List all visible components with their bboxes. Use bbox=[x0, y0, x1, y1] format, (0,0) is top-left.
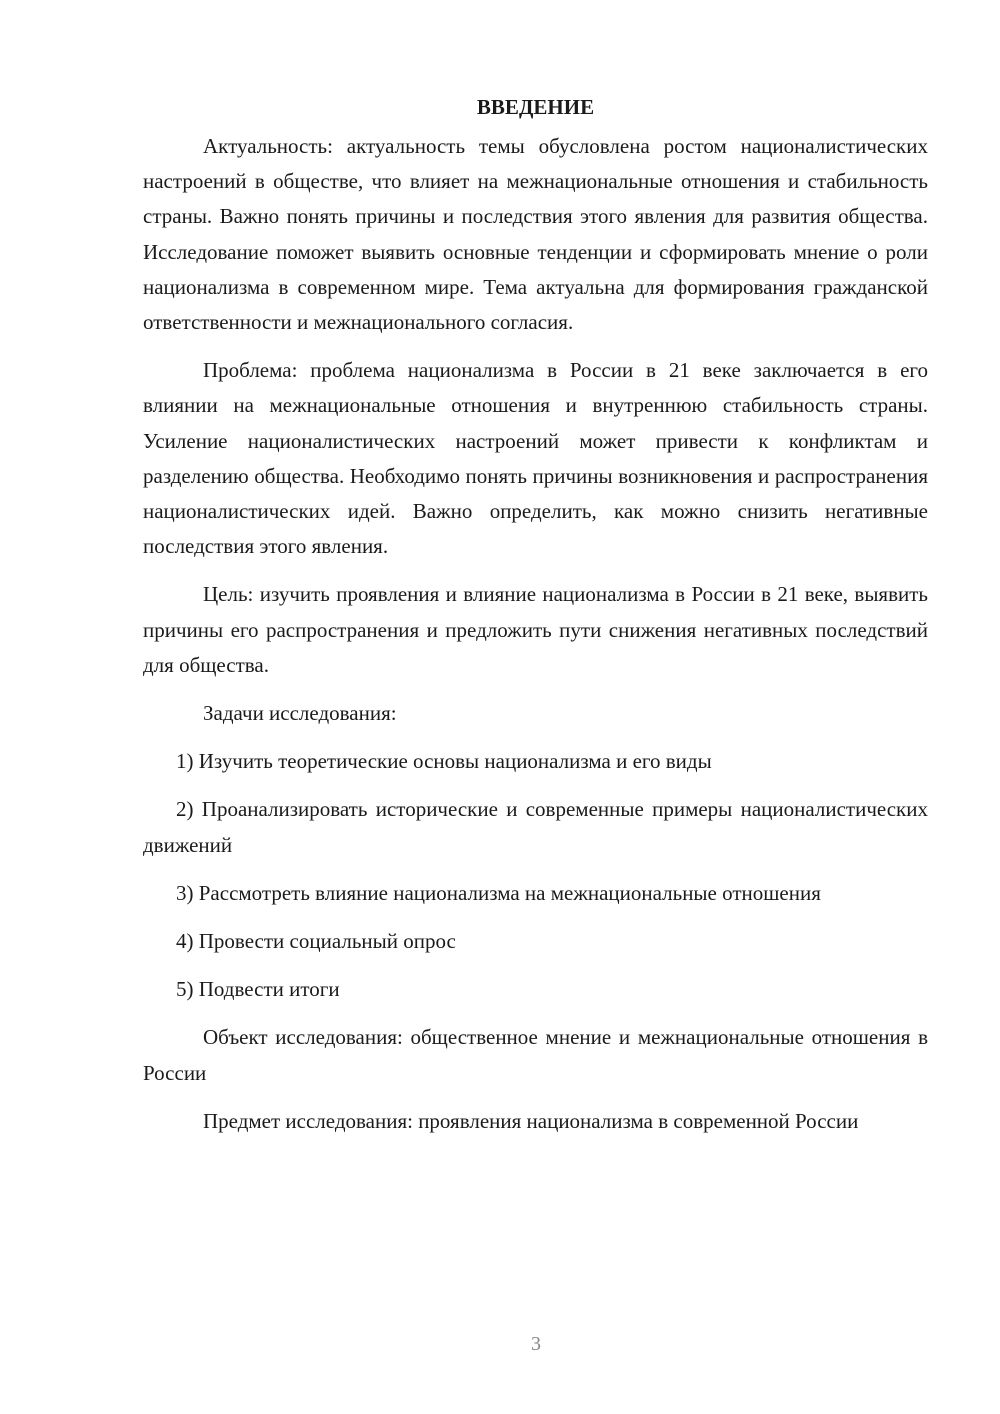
task-item: 2) Проанализировать исторические и современные примеры националистических движений bbox=[143, 797, 928, 857]
section-heading: ВВЕДЕНИЕ bbox=[476, 95, 595, 119]
goal-paragraph: Цель: изучить проявления и влияние национализма в России в 21 веке, выявить причины его распространения и предложить пути снижения негативных последствий для общества. bbox=[143, 582, 928, 677]
tasks-label: Задачи исследования: bbox=[203, 701, 397, 726]
task-item: 5) Подвести итоги bbox=[176, 977, 340, 1002]
document-body bbox=[143, 90, 928, 1152]
tasks-list bbox=[143, 744, 928, 1007]
task-item: 3) Рассмотреть влияние национализма на межнациональные отношения bbox=[176, 880, 821, 905]
relevance-paragraph: Актуальность: актуальность темы обусловлена ростом националистических настроений в обществе, что влияет на межнациональные отношения и стабильность страны. Важно понять причины и последствия этого явления для развития общества. Исследование поможет выявить основные тенденции и сформировать мнение о роли национализма в современном мире. Тема актуальна для формирования гражданской ответственности и межнационального согласия. bbox=[143, 134, 928, 335]
object-paragraph: Объект исследования: общественное мнение и межнациональные отношения в России bbox=[143, 1025, 928, 1085]
page-number: 3 bbox=[531, 1333, 541, 1355]
task-item: 4) Провести социальный опрос bbox=[176, 929, 456, 954]
task-item: 1) Изучить теоретические основы национализма и его виды bbox=[176, 749, 712, 774]
subject-paragraph: Предмет исследования: проявления национализма в современной России bbox=[203, 1108, 859, 1133]
problem-paragraph: Проблема: проблема национализма в России в 21 веке заключается в его влиянии на межнациональные отношения и внутреннюю стабильность страны. Усиление националистических настроений может привести к конфликтам и разделению общества. Необходимо понять причины возникновения и распространения националистических идей. Важно определить, как можно снизить негативные последствия этого явления. bbox=[143, 358, 928, 559]
